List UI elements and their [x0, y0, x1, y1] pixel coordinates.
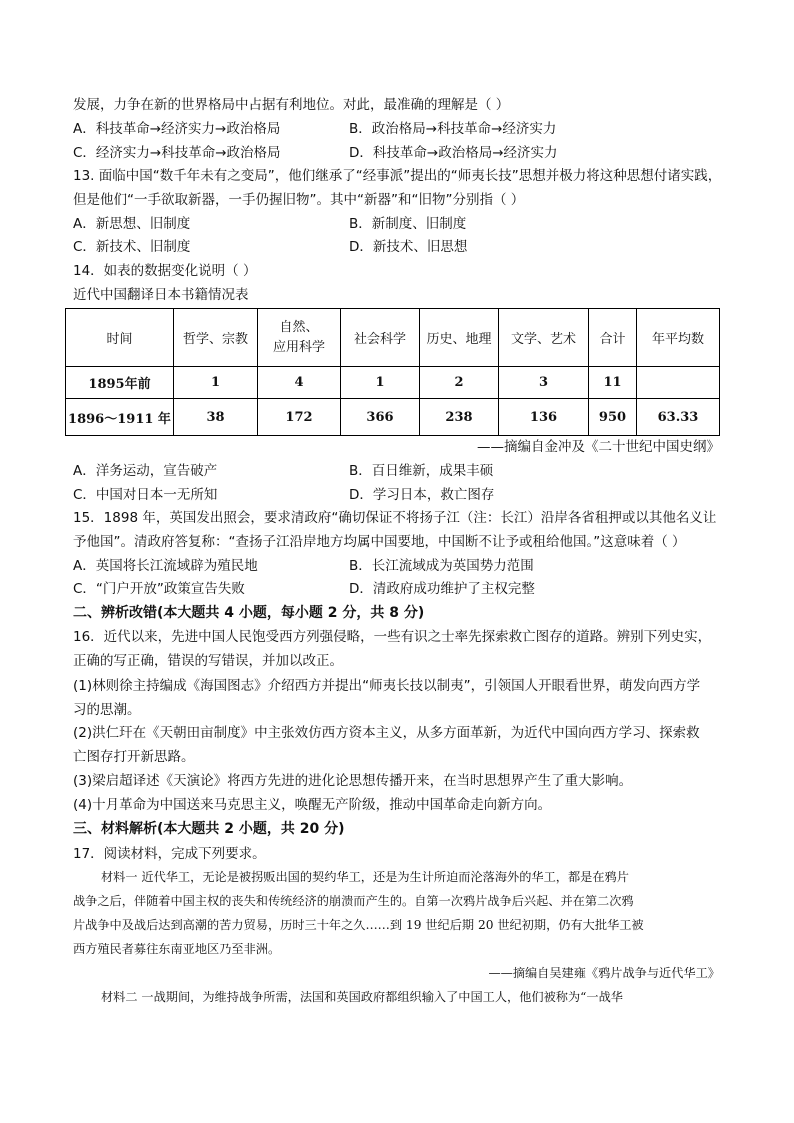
q14-option-b: B．百日维新，成果丰硕	[349, 463, 494, 479]
q15-option-c: C．“门户开放”政策宣告失败	[73, 581, 245, 597]
q13-option-a: A．新思想、旧制度	[73, 216, 191, 232]
q16-item2-line1: (2)洪仁玕在《天朝田亩制度》中主张效仿西方资本主义，从多方面革新，为近代中国向西方学习、探索救	[73, 725, 700, 741]
header-philosophy: 哲学、宗教	[174, 309, 258, 367]
table-cell: 4	[258, 367, 341, 399]
section-heading-3: 三、材料解析(本大题共 2 小题，共 20 分)	[73, 821, 345, 837]
material2-line1: 材料二 一战期间，为维持战争所需，法国和英国政府都组织输入了中国工人，他们被称为“一战华	[101, 990, 623, 1004]
q13-option-d: D．新技术、旧思想	[349, 239, 468, 255]
table-cell: 63.33	[637, 399, 720, 436]
table-cell: 1895年前	[66, 367, 174, 399]
q15-stem-line2: 予他国”。清政府答复称：“查扬子江沿岸地方均属中国要地，中国断不让予或租给他国。”这意味着（ ）	[73, 534, 686, 550]
q14-option-c: C．中国对日本一无所知	[73, 487, 218, 503]
header-science-line1: 自然、	[279, 319, 319, 335]
q15-option-a: A．英国将长江流域辟为殖民地	[73, 558, 258, 574]
table-cell: 172	[258, 399, 341, 436]
q16-stem-line2: 正确的写正确，错误的写错误，并加以改正。	[73, 653, 343, 669]
material1-line3: 片战争中及战后达到高潮的苦力贸易，历时三十年之久……到 19 世纪后期 20 世纪初期，仍有大批华工被	[73, 918, 644, 932]
material1-line4: 西方殖民者募往东南亚地区乃至非洲。	[73, 942, 281, 956]
table-cell: 1896～1911 年	[66, 399, 174, 436]
q12-option-c: C．经济实力→科技革命→政治格局	[73, 145, 281, 161]
section-heading-2: 二、辨析改错(本大题共 4 小题，每小题 2 分，共 8 分)	[73, 605, 425, 621]
q15-stem-line1: 15．1898 年，英国发出照会，要求清政府“确切保证不将扬子江（注：长江）沿岸各省租押或以其他名义让	[73, 510, 717, 526]
table-cell: 3	[499, 367, 589, 399]
header-time: 时间	[66, 309, 174, 367]
table-cell: 1	[174, 367, 258, 399]
q17-stem: 17．阅读材料，完成下列要求。	[73, 846, 266, 862]
q16-item4: (4)十月革命为中国送来马克思主义，唤醒无产阶级，推动中国革命走向新方向。	[73, 797, 552, 813]
table-cell: 366	[341, 399, 420, 436]
q12-option-b: B．政治格局→科技革命→经济实力	[349, 121, 557, 137]
q13-option-c: C．新技术、旧制度	[73, 239, 191, 255]
q14-option-a: A．洋务运动，宣告破产	[73, 463, 218, 479]
q14-option-d: D．学习日本，救亡图存	[349, 487, 495, 503]
table-cell: 950	[589, 399, 637, 436]
table-title: 近代中国翻译日本书籍情况表	[73, 287, 249, 303]
table-cell: 238	[420, 399, 499, 436]
table-row	[66, 399, 720, 436]
q14-stem: 14．如表的数据变化说明（ ）	[73, 263, 257, 279]
table-cell: 38	[174, 399, 258, 436]
table-row	[66, 367, 720, 399]
q12-option-d: D．科技革命→政治格局→经济实力	[349, 145, 558, 161]
header-average: 年平均数	[637, 309, 720, 367]
q16-item1-line1: (1)林则徐主持编成《海国图志》介绍西方并提出“师夷长技以制夷”，引领国人开眼看世界，萌发向西方学	[73, 678, 701, 694]
q16-item3: (3)梁启超译述《天演论》将西方先进的进化论思想传播开来，在当时思想界产生了重大影响。	[73, 773, 633, 789]
q16-item2-line2: 亡图存打开新思路。	[73, 749, 195, 765]
q13-stem-line2: 但是他们“一手欲取新器，一手仍握旧物”。其中“新器”和“旧物”分别指（ ）	[73, 192, 525, 208]
material1-line1: 材料一 近代华工，无论是被拐贩出国的契约华工，还是为生计所迫而沦落海外的华工，都是在鸦片	[101, 870, 629, 884]
header-science	[258, 309, 341, 367]
header-social: 社会科学	[341, 309, 420, 367]
table-cell: 11	[589, 367, 637, 399]
header-science-line2: 应用科学	[272, 339, 325, 355]
q13-stem-line1: 13. 面临中国“数千年未有之变局”，他们继承了“经事派”提出的“师夷长技”思想并极力将这种思想付诸实践，	[73, 168, 722, 184]
table-cell	[637, 367, 720, 399]
q13-option-b: B．新制度、旧制度	[349, 216, 467, 232]
material1-line2: 战争之后，伴随着中国主权的丧失和传统经济的崩溃而产生的。自第一次鸦片战争后兴起、并在第二次鸦	[73, 894, 634, 908]
q16-stem-line1: 16．近代以来，先进中国人民饱受西方列强侵略，一些有识之士率先探索救亡图存的道路。辨别下列史实，	[73, 629, 712, 645]
header-total: 合计	[589, 309, 637, 367]
q16-item1-line2: 习的思潮。	[73, 702, 141, 718]
translation-table	[65, 308, 720, 436]
table-cell: 136	[499, 399, 589, 436]
table-source: ——摘编自金冲及《二十世纪中国史纲》	[477, 439, 720, 455]
header-history: 历史、地理	[420, 309, 499, 367]
material1-source: ——摘编自吴建雍《鸦片战争与近代华工》	[488, 966, 720, 980]
table-cell: 1	[341, 367, 420, 399]
q15-option-b: B．长江流域成为英国势力范围	[349, 558, 534, 574]
intro-line: 发展，力争在新的世界格局中占据有利地位。对此，最准确的理解是（ ）	[73, 97, 510, 113]
table-header-row	[66, 309, 720, 367]
header-literature: 文学、艺术	[499, 309, 589, 367]
q12-option-a: A．科技革命→经济实力→政治格局	[73, 121, 281, 137]
q15-option-d: D．清政府成功维护了主权完整	[349, 581, 535, 597]
table-cell: 2	[420, 367, 499, 399]
